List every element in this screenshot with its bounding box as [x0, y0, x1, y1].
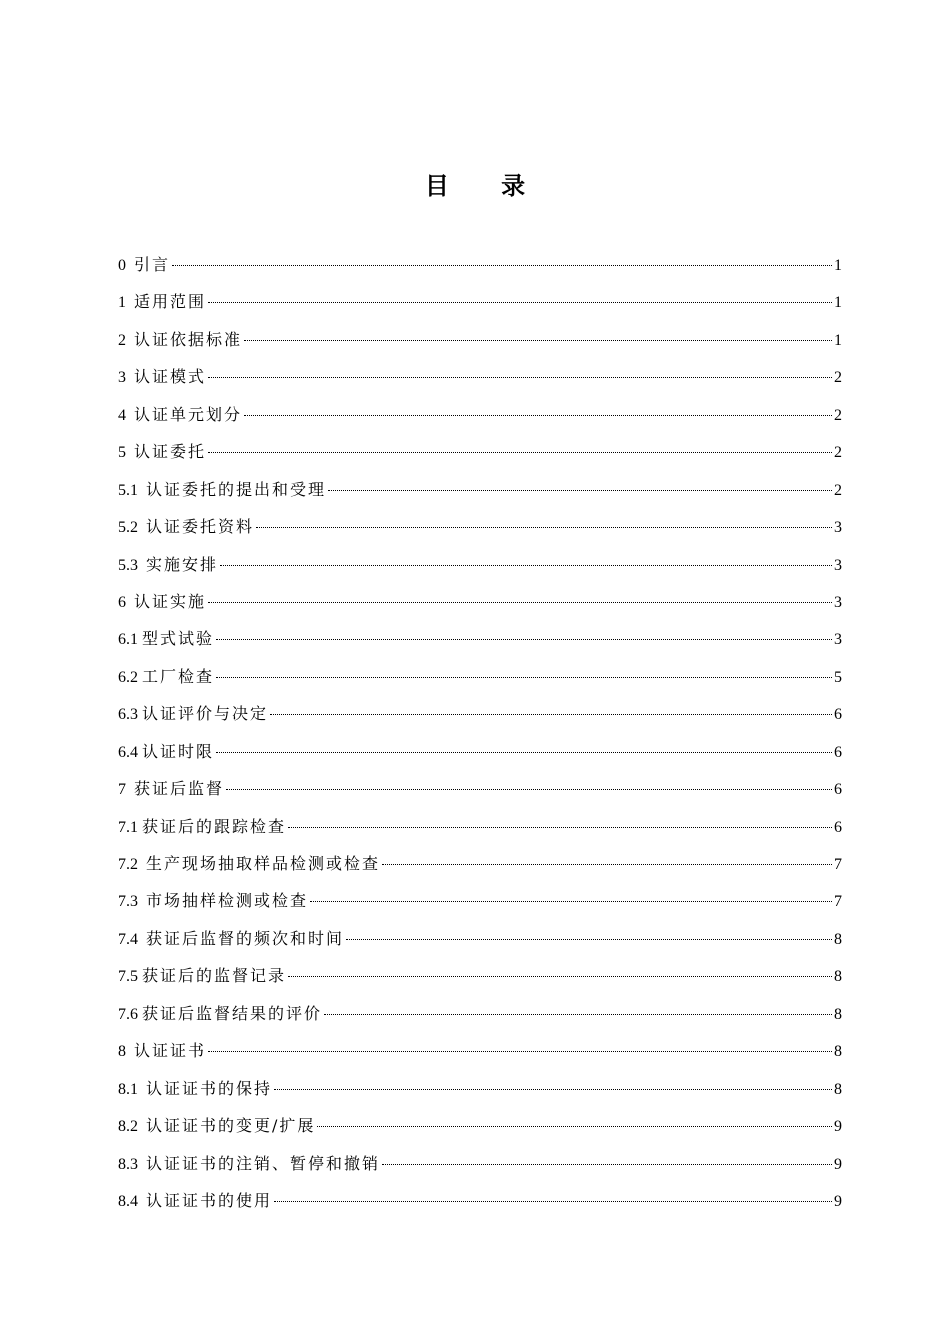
toc-entry-page: 8	[834, 1005, 842, 1023]
toc-entry-title: 认证模式	[134, 367, 207, 387]
toc-entry-number: 7	[118, 781, 134, 799]
toc-entry-page: 9	[834, 1192, 842, 1210]
toc-entry-page: 6	[834, 781, 842, 799]
toc-entry-page: 6	[834, 743, 842, 761]
dot-leader	[288, 976, 832, 977]
toc-entry-number: 0	[118, 257, 134, 274]
toc-entry	[118, 1152, 842, 1189]
toc-entry	[118, 702, 842, 739]
toc-entry	[118, 365, 842, 402]
toc-entry-number: 7.2	[118, 856, 146, 873]
toc-entry-number: 7.3	[118, 893, 146, 911]
toc-entry	[118, 1039, 842, 1076]
toc-entry-title: 获证后监督的频次和时间	[146, 928, 345, 948]
toc-entry	[118, 889, 842, 926]
dot-leader	[274, 1089, 832, 1090]
toc-entry-title: 认证实施	[134, 591, 207, 611]
toc-entry	[118, 964, 842, 1001]
toc-entry-number: 6.1	[118, 631, 142, 649]
dot-leader	[310, 901, 832, 902]
dot-leader	[226, 789, 832, 790]
toc-entry	[118, 852, 842, 889]
toc-entry-page: 8	[834, 1080, 842, 1098]
toc-entry-page: 2	[834, 369, 842, 387]
dot-leader	[208, 377, 832, 378]
dot-leader	[274, 1201, 832, 1202]
toc-entry-title: 型式试验	[142, 629, 215, 649]
toc-entry-number: 8.2	[118, 1118, 146, 1136]
toc-entry-page: 2	[834, 444, 842, 462]
toc-entry	[118, 1002, 842, 1039]
toc-entry-title: 获证后监督结果的评价	[142, 1003, 323, 1023]
dot-leader	[208, 1051, 832, 1052]
toc-entry	[118, 440, 842, 477]
toc-entry-page: 8	[834, 968, 842, 986]
toc-entry-title: 认证委托的提出和受理	[146, 479, 327, 499]
dot-leader	[346, 939, 832, 940]
toc-entry	[118, 740, 842, 777]
toc-entry-page: 7	[834, 893, 842, 911]
dot-leader	[208, 602, 832, 603]
toc-entry-page: 6	[834, 706, 842, 724]
toc-entry-page: 3	[834, 556, 842, 574]
toc-entry	[118, 590, 842, 627]
toc-entry-number: 8	[118, 1043, 134, 1061]
toc-entry-title: 认证证书	[134, 1041, 207, 1061]
toc-entry-number: 6.2	[118, 668, 142, 686]
toc-entry-number: 7.6	[118, 1005, 142, 1023]
toc-entry-number: 5	[118, 444, 134, 462]
toc-entry-title: 认证单元划分	[134, 404, 243, 424]
toc-entry-title: 认证评价与决定	[142, 704, 269, 724]
toc-entry-number: 8.4	[118, 1192, 146, 1210]
toc-entry	[118, 290, 842, 327]
toc-entry-title: 实施安排	[146, 554, 219, 574]
toc-entry-page: 8	[834, 1043, 842, 1061]
toc-entry-number: 6.4	[118, 743, 142, 761]
toc-entry-number: 4	[118, 406, 134, 424]
dot-leader	[208, 452, 832, 453]
dot-leader	[216, 752, 832, 753]
toc-entry-title: 认证证书的保持	[146, 1078, 273, 1098]
toc-entry-title: 生产现场抽取样品检测或检查	[146, 854, 381, 873]
dot-leader	[324, 1014, 832, 1015]
toc-entry-title: 获证后的监督记录	[142, 966, 287, 986]
toc-entry-title: 认证委托资料	[146, 517, 255, 537]
toc-entry-title: 认证证书的注销、暂停和撤销	[146, 1153, 381, 1173]
toc-entry-title: 市场抽样检测或检查	[146, 891, 309, 911]
toc-entry-page: 1	[834, 294, 842, 312]
toc-entry-page: 8	[834, 930, 842, 948]
toc-entry-title: 认证证书的使用	[146, 1190, 273, 1210]
dot-leader	[270, 714, 832, 715]
toc-entry-title: 引言	[134, 255, 171, 274]
toc-entry-page: 9	[834, 1155, 842, 1173]
dot-leader	[216, 677, 832, 678]
toc-entry-number: 8.1	[118, 1080, 146, 1098]
toc-entry-title: 工厂检查	[142, 666, 215, 686]
toc-entry-title: 获证后的跟踪检查	[142, 816, 287, 836]
toc-entry	[118, 1077, 842, 1114]
dot-leader	[244, 415, 832, 416]
toc-entry-number: 8.3	[118, 1155, 146, 1173]
dot-leader	[256, 527, 832, 528]
toc-entry-page: 2	[834, 406, 842, 424]
toc-entry-page: 6	[834, 818, 842, 836]
toc-entry-number: 7.1	[118, 818, 142, 836]
toc-entry-page: 5	[834, 668, 842, 686]
toc-entry-title: 认证时限	[142, 741, 215, 761]
dot-leader	[172, 265, 832, 266]
toc-entry-number: 7.5	[118, 968, 142, 986]
toc-entry	[118, 253, 842, 290]
dot-leader	[382, 1164, 832, 1165]
toc-entry	[118, 553, 842, 590]
toc-entry-title: 适用范围	[134, 292, 207, 312]
toc-entry	[118, 515, 842, 552]
toc-entry-page: 3	[834, 631, 842, 649]
toc-entry-page: 9	[834, 1118, 842, 1136]
toc-entry-number: 6	[118, 593, 134, 611]
toc-entry-page: 2	[834, 481, 842, 499]
toc-entry-number: 5.1	[118, 481, 146, 499]
dot-leader	[317, 1126, 832, 1127]
toc-entry-number: 1	[118, 294, 134, 312]
toc-entry-page: 1	[834, 331, 842, 349]
toc-entry-page: 3	[834, 593, 842, 611]
toc-entry	[118, 777, 842, 814]
toc-entry	[118, 1114, 842, 1151]
toc-entry	[118, 403, 842, 440]
dot-leader	[208, 302, 832, 303]
dot-leader	[220, 565, 832, 566]
toc-entry-number: 5.3	[118, 556, 146, 574]
toc-entry	[118, 815, 842, 852]
toc-entry-number: 5.2	[118, 519, 146, 537]
toc-entry-title: 认证依据标准	[134, 329, 243, 349]
toc-entry	[118, 627, 842, 664]
toc-entry	[118, 927, 842, 964]
toc-entry-page: 1	[834, 257, 842, 274]
toc-entry-title: 认证证书的变更/扩展	[146, 1116, 316, 1136]
toc-entry	[118, 328, 842, 365]
dot-leader	[244, 340, 832, 341]
toc-entry-number: 3	[118, 369, 134, 387]
toc-entry	[118, 665, 842, 702]
toc-entry-page: 7	[834, 856, 842, 873]
toc-list	[118, 253, 842, 1226]
dot-leader	[288, 827, 832, 828]
toc-entry	[118, 1189, 842, 1226]
toc-entry-number: 7.4	[118, 930, 146, 948]
dot-leader	[328, 490, 832, 491]
toc-entry	[118, 478, 842, 515]
toc-entry-title: 认证委托	[134, 442, 207, 462]
dot-leader	[216, 639, 832, 640]
toc-title: 目 录	[424, 171, 548, 200]
dot-leader	[382, 864, 832, 865]
toc-entry-title: 获证后监督	[134, 779, 225, 799]
toc-entry-number: 2	[118, 331, 134, 349]
toc-entry-number: 6.3	[118, 706, 142, 724]
toc-entry-page: 3	[834, 519, 842, 537]
